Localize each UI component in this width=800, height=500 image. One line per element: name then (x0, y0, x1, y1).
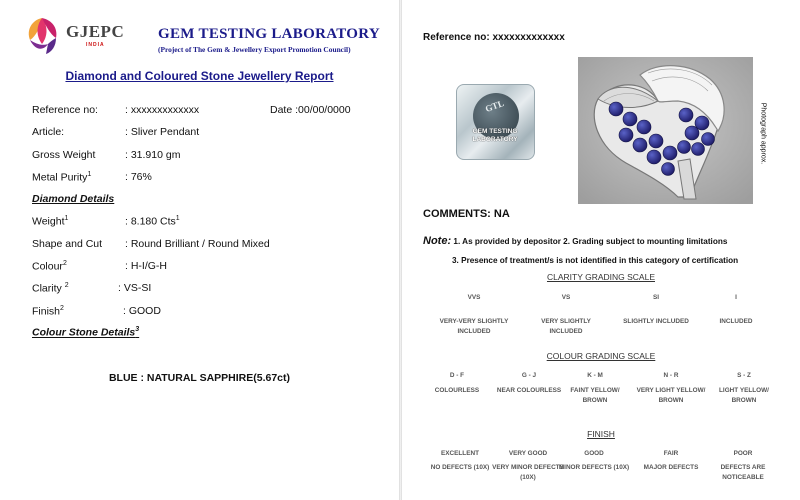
clarity-scale-grade: SI (652, 294, 660, 301)
clarity-scale-grade: VVS (467, 294, 481, 301)
brooch-image (578, 57, 753, 204)
note-line: Note: 1. As provided by depositor 2. Grading subject to mounting limitations (423, 235, 728, 247)
finish-scale-grade: EXCELLENT (441, 450, 479, 457)
article-value: : Sliver Pendant (125, 126, 200, 138)
clarity-scale-description: VERY SLIGHTLY INCLUDED (541, 318, 591, 335)
colour-scale-grade: N - R (663, 372, 679, 379)
colour-scale-grade: D - F (449, 372, 465, 379)
lab-title: GEM TESTING LABORATORY (158, 26, 380, 42)
colour-scale-description: FAINT YELLOW/ BROWN (570, 387, 620, 404)
article-label: Article: (32, 126, 65, 138)
hologram-text: GEM TESTING LABORATORY (472, 128, 518, 143)
hologram-seal (456, 84, 535, 160)
colour-scale-grade: K - M (587, 372, 603, 379)
finish-scale-description: VERY MINOR DEFECTS (10X) (492, 464, 564, 481)
colour-value: : H-I/G-H (125, 260, 167, 272)
metal-purity-value: : 76% (125, 171, 152, 183)
reference-label: Reference no: (32, 104, 98, 116)
diamond-weight-label: Weight$^1$ (32, 215, 69, 228)
colour-scale-description: NEAR COLOURLESS (496, 387, 562, 394)
clarity-label: Clarity $^2$ (32, 282, 69, 295)
finish-scale-grade: POOR (733, 450, 753, 457)
reference-number: Reference no: xxxxxxxxxxxxx (423, 32, 565, 43)
clarity-scale-title: CLARITY GRADING SCALE (546, 272, 655, 282)
metal-purity-label: Metal Purity$^1$ (32, 171, 92, 184)
clarity-scale-grade: I (735, 294, 737, 301)
colour-stone-heading: Colour Stone Details$^3$ (32, 326, 140, 339)
colour-scale-description: COLOURLESS (434, 387, 480, 394)
comments: COMMENTS: NA (423, 208, 510, 220)
diamond-weight-value: : 8.180 Cts$^1$ (125, 215, 180, 228)
finish-scale-description: DEFECTS ARE NOTICEABLE (720, 464, 766, 481)
clarity-scale-description: INCLUDED (719, 318, 753, 325)
gem-logo-icon (22, 14, 66, 60)
gross-weight-value: : 31.910 gm (125, 149, 181, 161)
clarity-value: : VS-SI (118, 282, 152, 294)
gross-weight-label: Gross Weight (32, 149, 96, 161)
clarity-scale-grade: VS (561, 294, 571, 301)
report-date: Date :00/00/0000 (270, 104, 351, 116)
shape-cut-value: : Round Brilliant / Round Mixed (125, 238, 270, 250)
finish-scale-description: MAJOR DEFECTS (643, 464, 699, 471)
finish-label: Finish$^2$ (32, 305, 64, 318)
report-page-left (0, 0, 399, 500)
colour-scale-description: VERY LIGHT YELLOW/ BROWN (636, 387, 706, 404)
colour-scale-description: LIGHT YELLOW/ BROWN (719, 387, 769, 404)
finish-scale-grade: FAIR (663, 450, 679, 457)
clarity-scale-description: SLIGHTLY INCLUDED (623, 318, 689, 325)
colour-stone-line: BLUE : NATURAL SAPPHIRE(5.67ct) (108, 372, 291, 384)
clarity-scale-description: VERY-VERY SLIGHTLY INCLUDED (439, 318, 509, 335)
jewellery-photo (578, 57, 753, 204)
finish-value: : GOOD (123, 305, 161, 317)
finish-scale-description: NO DEFECTS (10X) (430, 464, 490, 471)
colour-scale-grade: G - J (521, 372, 537, 379)
logo-subtext: INDIA (86, 42, 105, 48)
note-line-3: 3. Presence of treatment/s is not identified in this category of certification (452, 256, 739, 265)
colour-label: Colour$^2$ (32, 260, 67, 273)
colour-scale-title: COLOUR GRADING SCALE (546, 351, 656, 361)
photo-caption: Photograph approx. (759, 102, 767, 165)
diamond-details-heading: Diamond Details (32, 193, 115, 205)
lab-subtitle: (Project of The Gem & Jewellery Export Promotion Council) (158, 45, 351, 54)
finish-scale-description: MINOR DEFECTS (10X) (558, 464, 630, 471)
shape-cut-label: Shape and Cut (32, 238, 103, 250)
finish-scale-title: FINISH (587, 429, 615, 439)
reference-value: : xxxxxxxxxxxxx (125, 104, 200, 116)
gjepc-logo (22, 14, 125, 60)
finish-scale-grade: VERY GOOD (508, 450, 548, 457)
colour-scale-grade: S - Z (737, 372, 751, 379)
report-title: Diamond and Coloured Stone Jewellery Report (65, 69, 334, 83)
finish-scale-grade: GOOD (584, 450, 604, 457)
hologram-logo-icon: GTL (473, 93, 519, 139)
logo-text: GJEPC (66, 22, 125, 41)
report-page-right (402, 0, 800, 500)
